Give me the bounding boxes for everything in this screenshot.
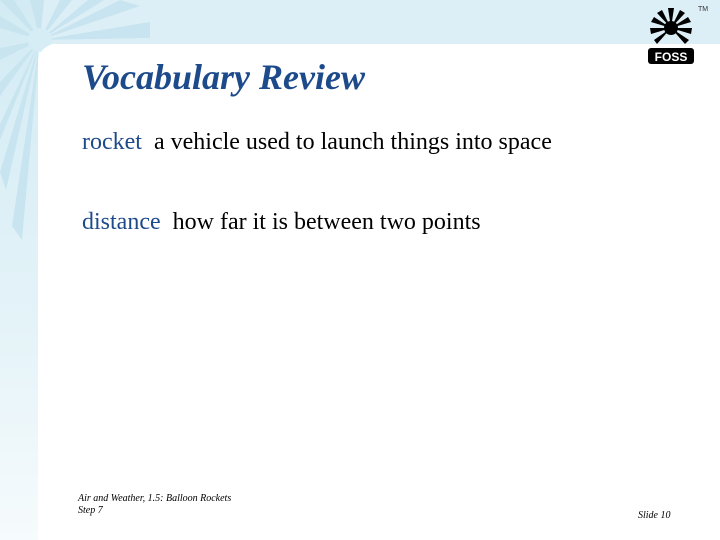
vocab-item-distance — [82, 209, 481, 236]
vocab-definition: a vehicle used to launch things into space — [153, 129, 552, 155]
vocab-term: rocket — [82, 129, 142, 155]
content-panel — [38, 44, 720, 540]
vocab-term: distance — [82, 209, 161, 235]
foss-sunburst-logo-icon — [642, 4, 700, 68]
vocab-item-rocket — [82, 129, 552, 156]
logo-text: FOSS — [654, 50, 688, 64]
footer-source-line1: Air and Weather, 1.5: Balloon Rockets — [78, 493, 232, 504]
slide-title: Vocabulary Review — [82, 57, 365, 97]
footer-source-line2: Step 7 — [78, 505, 103, 516]
footer-source — [78, 493, 231, 517]
slide-number: Slide 10 — [638, 510, 671, 521]
vocab-definition: how far it is between two points — [172, 209, 481, 235]
trademark-mark: TM — [698, 6, 709, 13]
